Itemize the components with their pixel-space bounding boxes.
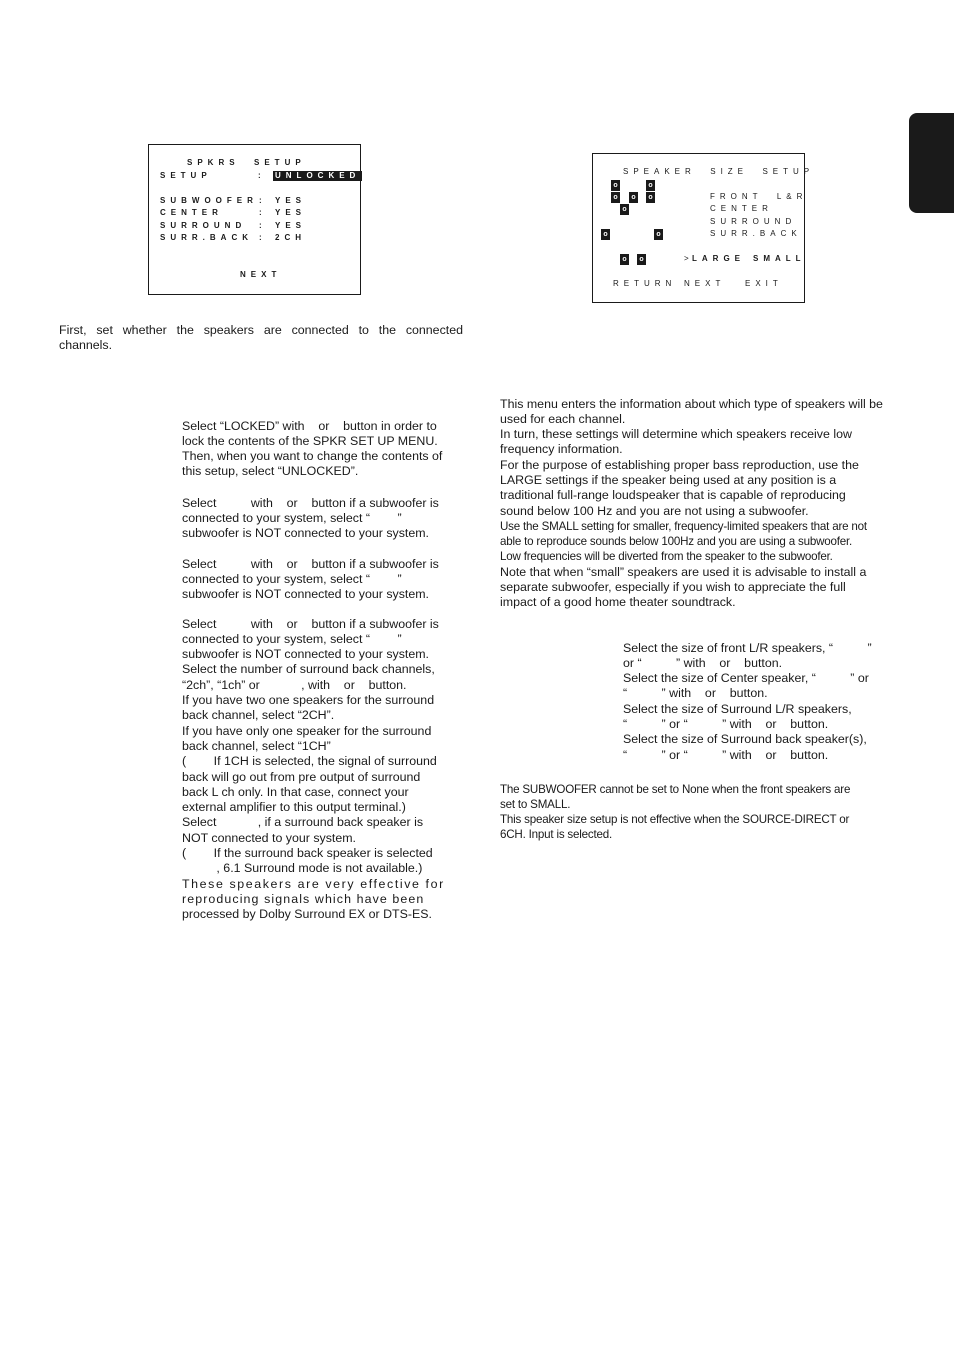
small-setting-note: Use the SMALL setting for smaller, frequency-limited speakers that are not able to reproduce sounds below 100Hz and you are using a subwoofer. Low frequencies will be diverted from the speaker to the subwoofer. (500, 519, 867, 564)
spkrs-setup-title: SPKRS SETUP (187, 158, 306, 167)
row-value: YES (275, 208, 307, 217)
channel-center: CENTER (710, 204, 773, 213)
speaker-size-title: SPEAKER SIZE SETUP (623, 167, 815, 176)
nav-return: RETURN (613, 279, 677, 288)
option-small: SMALL (753, 254, 806, 263)
row-label: SURR.BACK (160, 233, 253, 242)
speaker-back-left-icon: o (620, 254, 629, 265)
size-instructions: Select the size of front L/R speakers, “ ” or “ ” with or button. Select the size of Center speaker, “ ” or “ ” with or button. Select the size of Surround L/R speakers, “ ” or “ ” with or button. Select the size of Surround back speaker(s), “ ” or “ ” with or button. (623, 640, 872, 762)
option-large: LARGE (692, 254, 745, 263)
channel-surround: SURROUND (710, 217, 797, 226)
option-cursor: > (684, 254, 694, 263)
setup-description: Select “LOCKED” with or button in order to lock the contents of the SPKR SET UP MENU. Then, when you want to change the contents of this setup, select “UNLOCKED”. (182, 418, 443, 479)
speaker-surround-left-icon: o (601, 229, 610, 240)
speaker-center-icon: o (629, 192, 638, 203)
row-sep: : (259, 196, 267, 205)
surround-description: Select with or button if a subwoofer is connected to your system, select “ ” subwoofer is NOT connected to your system. Select the number of surround back channels, “2ch”, “1ch” or , with or button. If you have two one speakers for the surround back channel, select “2CH”. If you have only one speaker for the surround back channel, select “1CH” ( If 1CH is selected, the signal of surround back will go out from pre output of surround back L ch only. In that case, connect your external amplifier to this output terminal.) Select , if a surround back speaker is NOT connected to your system. ( If the surround back speaker is selected , 6.1 Surround mode is not available.) These speakers are very effective for reproducing signals which have been processed by Dolby Surround EX or DTS-ES. (182, 616, 445, 922)
row-label: SETUP (160, 171, 212, 180)
nav-next: NEXT (684, 279, 726, 288)
speaker-size-screen (592, 153, 815, 303)
spkrs-setup-screen (148, 144, 361, 295)
left-intro: First, set whether the speakers are connected to the connected channels. (59, 323, 463, 353)
speaker-surround-right-icon: o (654, 229, 663, 240)
row-label: SUBWOOFER (160, 196, 258, 205)
row-value: YES (275, 196, 307, 205)
row-value-highlight: UNLOCKED (275, 171, 361, 180)
speaker-front-left-lower-icon: o (611, 192, 620, 203)
next-label: NEXT (240, 270, 282, 279)
row-sep: : (259, 233, 267, 242)
speaker-subwoofer-icon: o (620, 204, 629, 215)
size-notes: The SUBWOOFER cannot be set to None when the front speakers are set to SMALL. This speaker size setup is not effective when the SOURCE-DIRECT or 6CH. Input is selected. (500, 782, 851, 842)
row-value: YES (275, 221, 307, 230)
speaker-front-left-icon: o (611, 180, 620, 191)
subwoofer-description: Select with or button if a subwoofer is connected to your system, select “ ” subwoofer is NOT connected to your system. (182, 495, 439, 541)
speaker-front-right-icon: o (646, 180, 655, 191)
center-description: Select with or button if a subwoofer is connected to your system, select “ ” subwoofer is NOT connected to your system. (182, 556, 439, 602)
channel-front: FRONT L&R (710, 192, 808, 201)
speaker-back-right-icon: o (637, 254, 646, 265)
section-tab (909, 113, 954, 213)
speaker-front-right-lower-icon: o (646, 192, 655, 203)
size-intro: This menu enters the information about which type of speakers will be used for each channel. In turn, these settings will determine which speakers receive low frequency information. For the purpose of establishing proper bass reproduction, use the LARGE settings if the speaker being used at any position is a traditional full-range loudspeaker that is capable of reproducing sound below 100 Hz and you are not using a subwoofer. (500, 396, 883, 518)
row-sep: : (258, 171, 266, 180)
channel-surr-back: SURR.BACK (710, 229, 802, 238)
row-sep: : (259, 208, 267, 217)
row-label: SURROUND (160, 221, 247, 230)
row-label: CENTER (160, 208, 223, 217)
nav-exit: EXIT (745, 279, 783, 288)
row-value: 2CH (275, 233, 307, 242)
subwoofer-advice: Note that when “small” speakers are used it is advisable to install a separate subwoofer, especially if you wish to appreciate the full impact of a good home theater soundtrack. (500, 564, 867, 610)
row-sep: : (259, 221, 267, 230)
